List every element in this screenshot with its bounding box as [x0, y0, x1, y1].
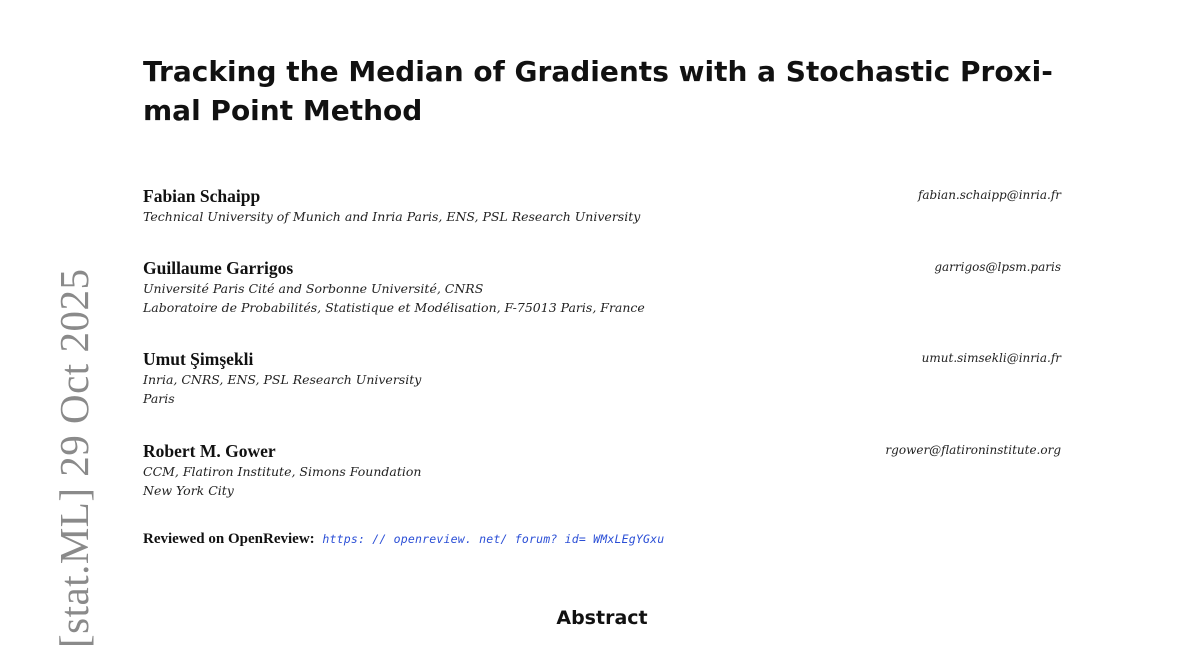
author-name: Guillaume Garrigos	[143, 258, 294, 278]
author-affiliation: Technical University of Munich and Inria Paris, ENS, PSL Research University	[143, 209, 641, 224]
title-line-1: Tracking the Median of Gradients with a Stochastic Proxi-	[143, 55, 1053, 88]
arxiv-stamp-text: [stat.ML] 29 Oct 2025	[51, 268, 97, 648]
author-block	[143, 186, 1061, 226]
author-email[interactable]: rgower@flatironinstitute.org	[885, 443, 1061, 457]
abstract-heading: Abstract	[556, 607, 648, 629]
author-block	[143, 258, 1061, 317]
author-affiliation: Inria, CNRS, ENS, PSL Research University	[143, 372, 422, 387]
author-block	[143, 349, 1061, 408]
openreview-link[interactable]: https: // openreview. net/ forum? id= WMxLEgYGxu	[322, 532, 665, 546]
arxiv-sidebar-stamp	[2, 0, 97, 648]
author-email[interactable]: umut.simsekli@inria.fr	[921, 351, 1061, 365]
author-name: Umut Şimşekli	[143, 349, 254, 369]
author-affiliation: Laboratoire de Probabilités, Statistique et Modélisation, F-75013 Paris, France	[143, 300, 645, 315]
author-email[interactable]: garrigos@lpsm.paris	[934, 260, 1061, 274]
openreview-label: Reviewed on OpenReview:	[143, 531, 315, 547]
author-name: Robert M. Gower	[143, 441, 276, 461]
paper-title	[143, 52, 1061, 130]
author-affiliation: New York City	[143, 483, 234, 498]
author-affiliation: CCM, Flatiron Institute, Simons Foundation	[143, 464, 422, 479]
author-email[interactable]: fabian.schaipp@inria.fr	[917, 188, 1061, 202]
title-line-2: mal Point Method	[143, 94, 423, 127]
author-affiliation: Université Paris Cité and Sorbonne Université, CNRS	[143, 281, 484, 296]
author-block	[143, 441, 1061, 500]
author-name: Fabian Schaipp	[143, 186, 261, 206]
author-affiliation: Paris	[143, 391, 175, 406]
openreview-line	[143, 531, 664, 548]
